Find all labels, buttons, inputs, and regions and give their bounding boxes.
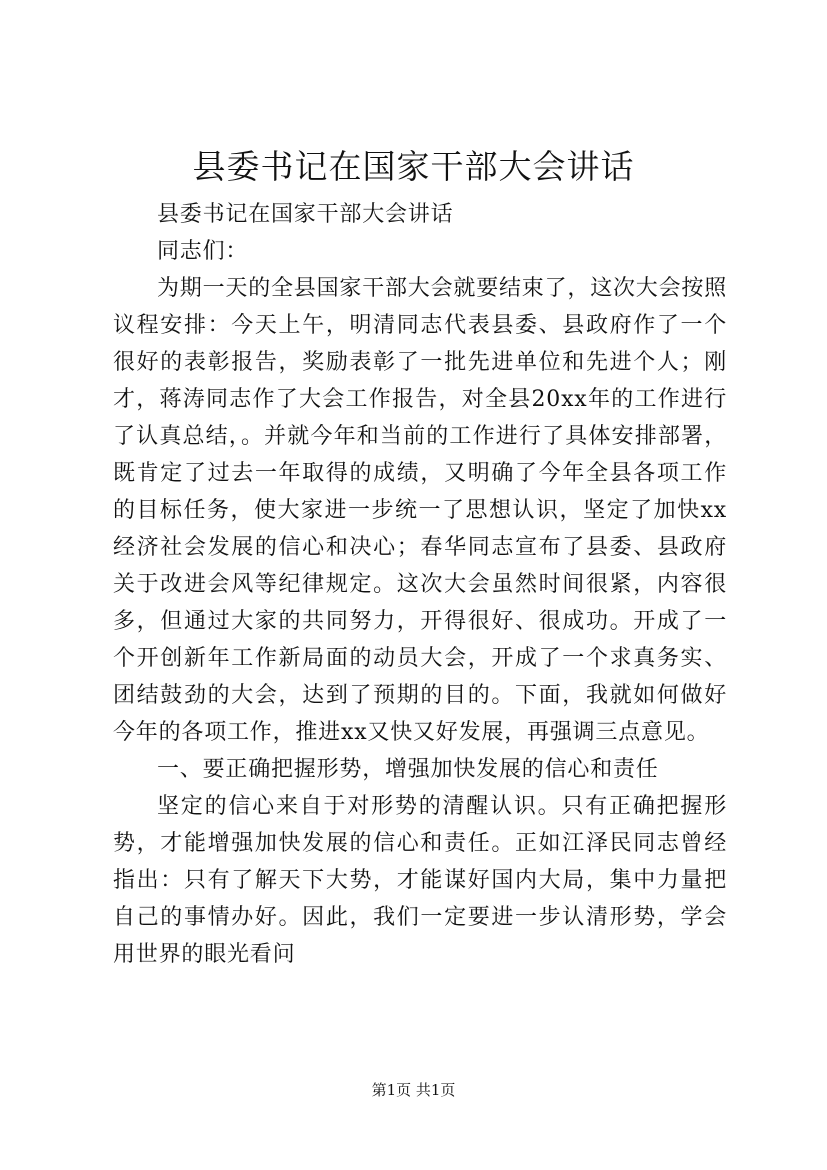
document-title: 县委书记在国家干部大会讲话 xyxy=(192,147,635,186)
document-body xyxy=(113,196,727,973)
paragraph-section-1: 坚定的信心来自于对形势的清醒认识。只有正确把握形势，才能增强加快发展的信心和责任。正如江泽民同志曾经指出：只有了解天下大势，才能谋好国内大局，集中力量把自己的事情办好。因此，我们一定要进一步认清形势，学会用世界的眼光看问 xyxy=(113,794,727,967)
paragraph-opening: 为期一天的全县国家干部大会就要结束了，这次大会按照议程安排：今天上午，明清同志代表县委、县政府作了一个很好的表彰报告，奖励表彰了一批先进单位和先进个人；刚才，蒋涛同志作了大会工作报告，对全县20xx年的工作进行了认真总结，。并就今年和当前的工作进行了具体安排部署，既肯定了过去一年取得的成绩，又明确了今年全县各项工作的目标任务，使大家进一步统一了思想认识，坚定了加快xx经济社会发展的信心和决心；春华同志宣布了县委、县政府关于改进会风等纪律规定。这次大会虽然时间很紧，内容很多，但通过大家的共同努力，开得很好、很成功。开成了一个开创新年工作新局面的动员大会，开成了一个求真务实、团结鼓劲的大会，达到了预期的目的。下面，我就如何做好今年的各项工作，推进xx又快又好发展，再强调三点意见。 xyxy=(113,276,728,745)
paragraph-subtitle: 县委书记在国家干部大会讲话 xyxy=(157,202,454,227)
paragraph-salutation: 同志们： xyxy=(157,239,249,264)
page-number-footer: 第1页 共1页 xyxy=(371,1081,456,1099)
section-heading-1: 一、要正确把握形势，增强加快发展的信心和责任 xyxy=(157,757,659,782)
